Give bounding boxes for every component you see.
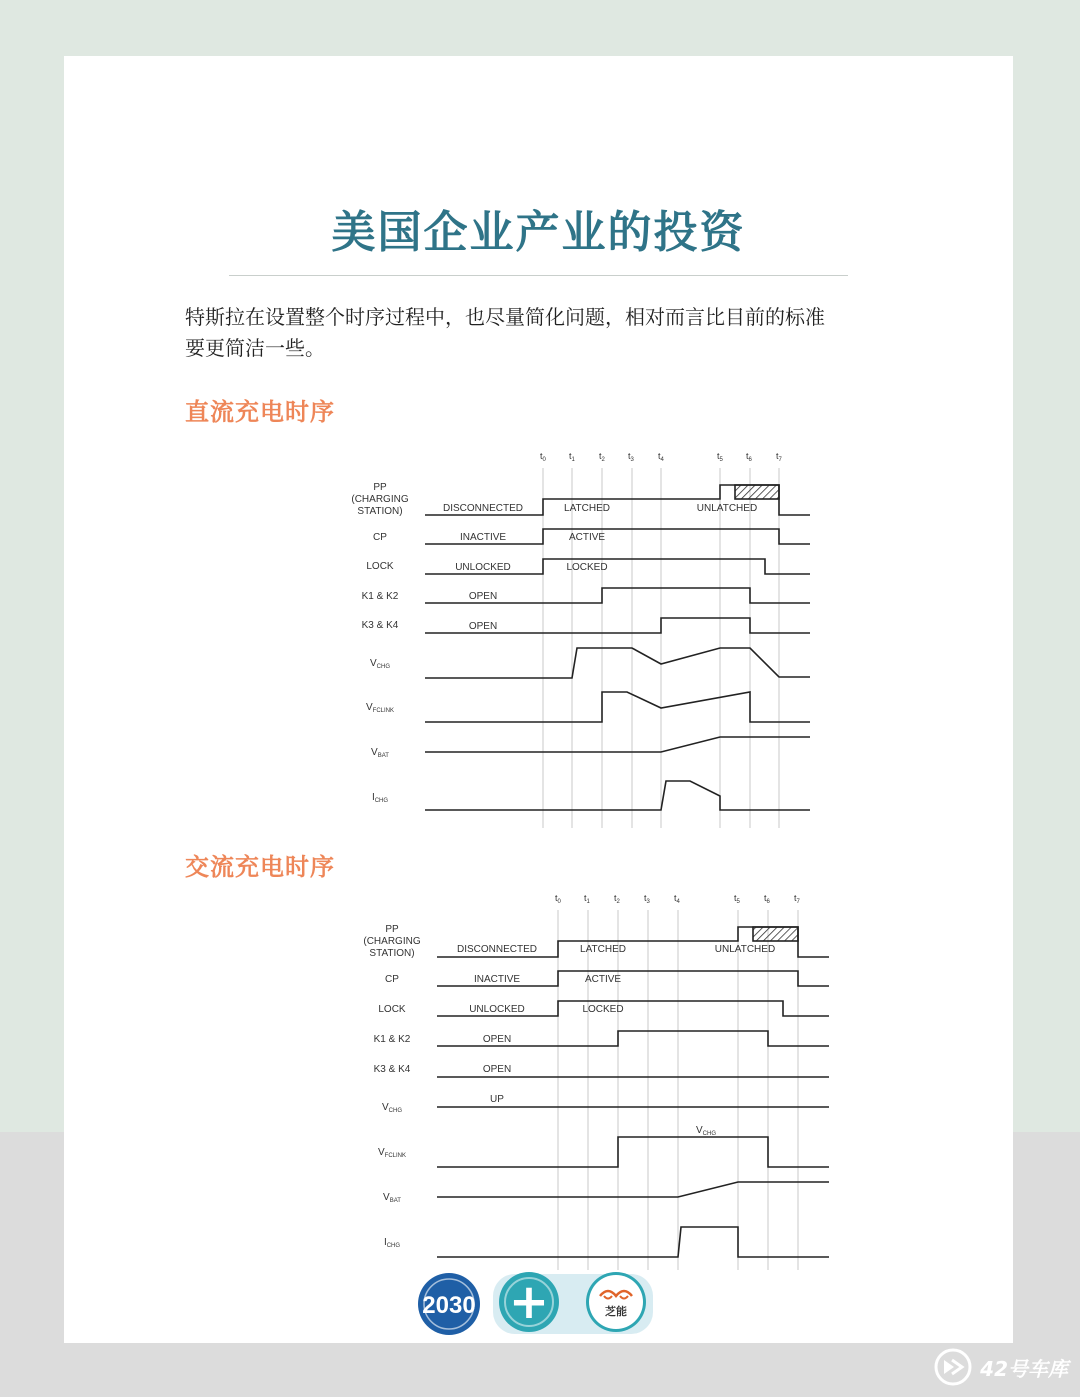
ac-t4-label: $t_4$ [674, 893, 680, 905]
logo-2030-badge [418, 1273, 480, 1335]
ac-t7-label: $t_7$ [794, 893, 800, 905]
ac-pp-label-3: STATION) [369, 948, 415, 959]
logo-brand-badge [586, 1272, 646, 1332]
ac-t6-label: $t_6$ [764, 893, 770, 905]
dc-vbat-trace [425, 737, 810, 752]
intro-line-1: 特斯拉在设置整个时序过程中，也尽量简化问题，相对而言比目前的标准 [185, 305, 825, 329]
section-title-ac: 交流充电时序 [185, 853, 335, 881]
ac-time-markers [555, 893, 801, 905]
watermark-logo-icon [934, 1348, 972, 1386]
logo-plus-badge [499, 1272, 559, 1332]
dc-t1-label: $t_1$ [569, 451, 575, 463]
ac-pp-label-1: PP [385, 924, 399, 935]
dc-vfclink-label: $V_{FCLINK}$ [365, 702, 395, 714]
ac-pp-label-2: (CHARGING [363, 936, 421, 947]
dc-pp-unlatched: UNLATCHED [696, 503, 758, 514]
ac-k12-label: K1 & K2 [373, 1034, 411, 1045]
ac-timing-diagram [355, 882, 835, 1274]
dc-timing-diagram [340, 440, 820, 832]
ac-guide-lines [558, 910, 798, 1270]
page-title: 美国企业产业的投资 [331, 207, 746, 258]
ac-ichg-label: $I_{CHG}$ [383, 1237, 401, 1249]
dc-t4-label: $t_4$ [658, 451, 664, 463]
dc-ichg-label: $I_{CHG}$ [371, 792, 389, 804]
ac-state-labels [457, 944, 775, 1137]
dc-pp-label-1: PP [373, 482, 387, 493]
svg-text:2030: 2030 [422, 1292, 476, 1319]
dc-pp-latched: LATCHED [564, 503, 610, 514]
ac-pp-hatch [753, 927, 798, 941]
ac-vchg-label: $V_{CHG}$ [381, 1102, 403, 1114]
dc-cp-label: CP [373, 532, 387, 543]
dc-pp-hatch [735, 485, 779, 499]
intro-line-2: 要更简洁一些。 [185, 336, 325, 360]
dc-vfclink-trace [425, 692, 810, 722]
dc-lock-unlocked: UNLOCKED [455, 562, 511, 573]
ac-vbat-label: $V_{BAT}$ [383, 1192, 401, 1204]
ac-cp-active: ACTIVE [584, 974, 622, 985]
dc-lock-label: LOCK [366, 561, 394, 572]
svg-text:+: + [508, 1274, 550, 1330]
ac-lock-unlocked: UNLOCKED [469, 1004, 525, 1015]
dc-k12-label: K1 & K2 [361, 591, 399, 602]
dc-k12-open: OPEN [468, 591, 498, 602]
intro-paragraph [185, 302, 885, 364]
ac-t0-label: $t_0$ [555, 893, 561, 905]
dc-vbat-label: $V_{BAT}$ [371, 747, 389, 759]
svg-text:芝能: 芝能 [605, 1305, 627, 1318]
title-divider [229, 275, 848, 276]
dc-t5-label: $t_5$ [717, 451, 723, 463]
ac-k12-open: OPEN [482, 1034, 512, 1045]
dc-pp-label-2: (CHARGING [351, 494, 409, 505]
dc-t7-label: $t_7$ [776, 451, 782, 463]
dc-cp-inactive: INACTIVE [459, 532, 507, 543]
dc-t6-label: $t_6$ [746, 451, 752, 463]
ac-vbat-trace [437, 1182, 829, 1197]
dc-lock-locked: LOCKED [566, 562, 608, 573]
ac-k34-label: K3 & K4 [373, 1064, 411, 1075]
dc-state-labels [443, 503, 757, 632]
dc-pp-disconnected: DISCONNECTED [442, 503, 524, 514]
ac-pp-disconnected: DISCONNECTED [456, 944, 538, 955]
ac-lock-label: LOCK [378, 1004, 406, 1015]
dc-cp-active: ACTIVE [568, 532, 606, 543]
ac-vfclink-trace [437, 1137, 829, 1167]
watermark [934, 1348, 1068, 1386]
ac-vchg-annotation: $V_{CHG}$ [695, 1125, 717, 1137]
ac-pp-latched: LATCHED [580, 944, 626, 955]
dc-t2-label: $t_2$ [599, 451, 605, 463]
section-title-dc: 直流充电时序 [185, 398, 335, 426]
dc-t0-label: $t_0$ [540, 451, 546, 463]
ac-vfclink-label: $V_{FCLINK}$ [377, 1147, 407, 1159]
dc-ichg-trace [425, 781, 810, 810]
dc-vchg-trace [425, 648, 810, 678]
ac-pp-unlatched: UNLATCHED [714, 944, 776, 955]
ac-t5-label: $t_5$ [734, 893, 740, 905]
watermark-text: 42号车库 [980, 1356, 1068, 1381]
ac-ichg-trace [437, 1227, 829, 1257]
logo-strip [417, 1272, 657, 1336]
ac-k34-open: OPEN [482, 1064, 512, 1075]
ac-cp-inactive: INACTIVE [473, 974, 521, 985]
dc-time-markers [540, 451, 783, 463]
dc-k34-label: K3 & K4 [361, 620, 399, 631]
ac-t1-label: $t_1$ [584, 893, 590, 905]
ac-signal-labels [363, 924, 420, 1249]
dc-vchg-label: $V_{CHG}$ [369, 658, 391, 670]
ac-vchg-up: UP [490, 1094, 504, 1105]
ac-t2-label: $t_2$ [614, 893, 620, 905]
ac-t3-label: $t_3$ [644, 893, 650, 905]
ac-cp-label: CP [385, 974, 399, 985]
dc-t3-label: $t_3$ [628, 451, 634, 463]
dc-signal-labels [351, 482, 408, 804]
ac-lock-locked: LOCKED [582, 1004, 624, 1015]
dc-k34-open: OPEN [468, 621, 498, 632]
dc-pp-label-3: STATION) [357, 506, 403, 517]
